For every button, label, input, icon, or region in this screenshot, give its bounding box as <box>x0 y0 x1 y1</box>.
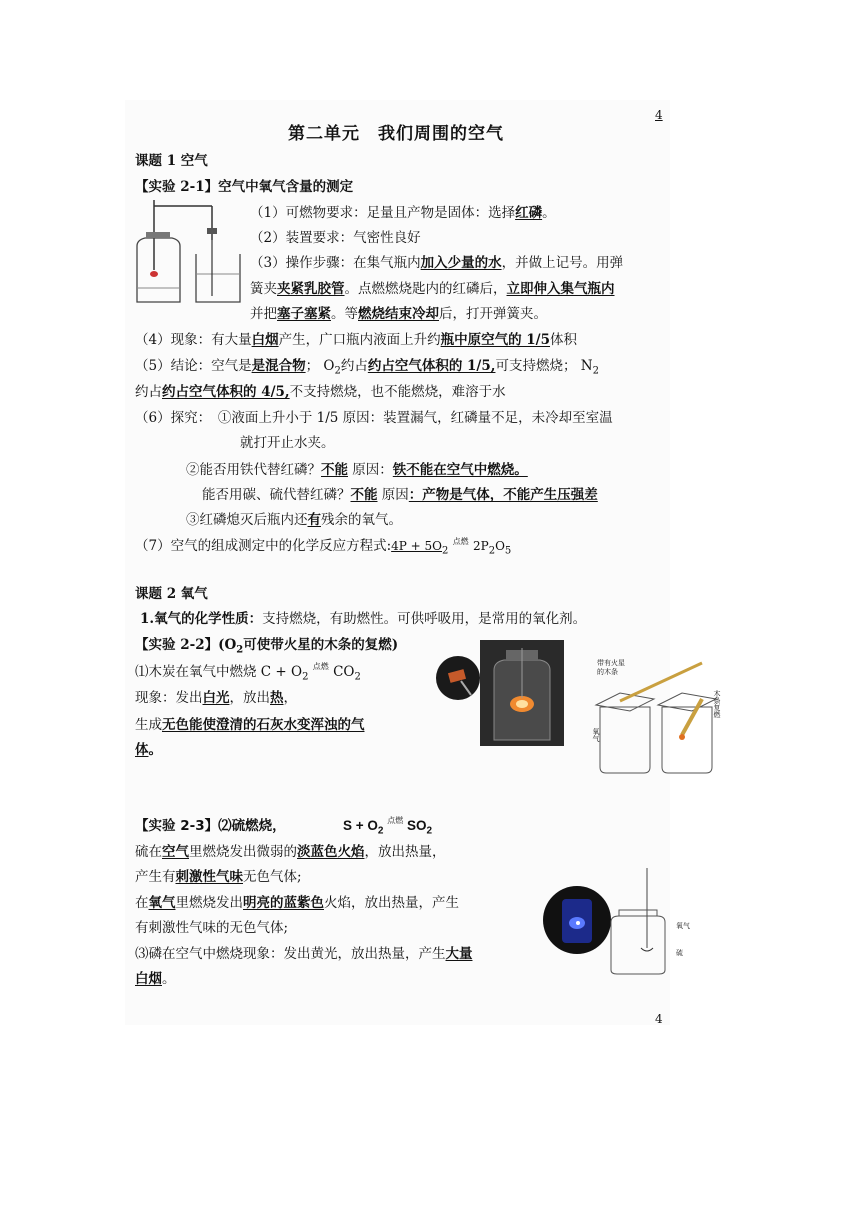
text: 簧夹 <box>250 281 277 297</box>
reaction-condition: 点燃 <box>387 816 404 825</box>
text: 火焰，放出热量，产生 <box>324 895 459 911</box>
text: O <box>323 358 335 374</box>
text: 带有火星 <box>597 659 625 667</box>
text: 。 <box>148 742 162 758</box>
label-sulfur: 硫 <box>676 949 683 957</box>
answer: 塞子塞紧 <box>277 306 331 322</box>
text: ， <box>283 690 297 706</box>
answer: 是混合物 <box>251 358 306 374</box>
sulfur-oxygen-line <box>135 894 459 912</box>
text: CO <box>333 664 355 680</box>
text: 。 <box>162 971 176 987</box>
phosphorus-line-1 <box>135 945 473 963</box>
subscript: 2 <box>488 545 496 557</box>
topic-1-heading: 课题 1 空气 <box>135 153 208 169</box>
text: ⑴木炭在氧气中燃烧 C + O <box>135 664 303 680</box>
subscript: 2 <box>302 671 309 683</box>
text: 并把 <box>250 306 277 322</box>
answer: 大量 <box>445 946 473 962</box>
text: 里燃烧发出微弱的 <box>189 844 297 860</box>
text: 能否用碳、硫代替红磷？ <box>202 487 351 503</box>
charcoal-photo <box>435 655 481 701</box>
answer: 不能 <box>321 462 348 478</box>
text: 现象：发出 <box>135 690 203 706</box>
text: ②能否用铁代替红磷？ <box>186 462 321 478</box>
text: 约占 <box>135 384 162 400</box>
answer: 加入少量的水 <box>420 255 502 271</box>
exp21-line-4 <box>250 280 615 298</box>
text: 残余的氧气。 <box>321 512 402 528</box>
subscript: 2 <box>377 825 384 837</box>
subscript: 2 <box>334 365 341 377</box>
oxygen-content-apparatus-diagram <box>132 200 250 306</box>
label-splint-with-ember <box>597 659 625 677</box>
exp21-line-7 <box>135 357 599 381</box>
text: S + O <box>343 818 378 833</box>
sulfur-jar-diagram <box>605 868 675 976</box>
text: 里燃烧发出 <box>175 895 243 911</box>
answer: 约占空气体积的 4/5, <box>162 384 290 400</box>
answer: 燃烧结束冷却 <box>358 306 439 322</box>
answer: 有 <box>307 512 321 528</box>
text: 可支持燃烧； <box>495 358 577 374</box>
text: 。 <box>542 205 556 221</box>
text: （3）操作步骤：在集气瓶内 <box>250 255 421 271</box>
text: ； <box>305 358 320 374</box>
carbon-product-line-2 <box>135 741 162 759</box>
text: 约占 <box>340 358 368 374</box>
answer: 体 <box>135 742 149 758</box>
page-title: 第二单元 我们周围的空气 <box>288 124 504 144</box>
answer: 约占空气体积的 1/5, <box>367 358 496 374</box>
answer: 不能 <box>350 487 378 503</box>
page-number-bottom: 4 <box>655 1012 663 1026</box>
equation-product: O <box>495 539 505 553</box>
text: 1.氧气的化学性质： <box>140 611 263 627</box>
text: ⑶磷在空气中燃烧现象：发出黄光，放出热量，产生 <box>135 946 446 962</box>
text: N <box>580 358 593 374</box>
experiment-2-2-heading <box>135 636 398 660</box>
text: 可使带火星的木条的复燃) <box>243 637 399 653</box>
answer: 立即伸入集气瓶内 <box>506 281 615 297</box>
text: （7）空气的组成测定中的化学反应方程式: <box>135 538 392 554</box>
exp21-line-9: （6）探究： ①液面上升小于 1/5 原因：装置漏气，红磷量不足，未冷却至室温 <box>135 410 613 426</box>
subscript: 2 <box>236 644 244 656</box>
sulfur-burning-photo <box>542 885 612 955</box>
subscript: 2 <box>592 365 599 377</box>
exp21-line-10: 就打开止水夹。 <box>240 435 335 451</box>
text: 【实验 2-2】(O <box>135 637 237 653</box>
reaction-condition: 点燃 <box>452 537 469 546</box>
text: 。等 <box>331 306 358 322</box>
subscript: 2 <box>442 545 449 557</box>
text: 后，打开弹簧夹。 <box>439 306 547 322</box>
carbon-phenomenon <box>135 689 297 707</box>
experiment-2-3-heading: 【实验 2-3】⑵硫燃烧， <box>135 818 286 834</box>
answer: 瓶中原空气的 1/5 <box>440 332 551 348</box>
answer-red-phosphorus: 红磷 <box>515 205 543 221</box>
reaction-condition: 点燃 <box>312 662 329 671</box>
text: 产生有 <box>135 869 176 885</box>
topic-2-heading: 课题 2 氧气 <box>135 586 208 602</box>
text: 原因： <box>352 462 393 478</box>
answer: 淡蓝色火焰 <box>297 844 365 860</box>
text: 体积 <box>550 332 578 348</box>
answer: 夹紧乳胶管 <box>277 281 345 297</box>
exp21-line-2: （2）装置要求：气密性良好 <box>250 230 421 246</box>
exp21-line-11 <box>186 461 528 479</box>
sulfur-air-line <box>135 843 446 861</box>
text: ，放出 <box>229 690 270 706</box>
carbon-equation <box>135 663 361 687</box>
text: 的木条 <box>597 668 618 676</box>
text: SO <box>406 818 427 833</box>
text: 原因 <box>381 487 409 503</box>
exp21-line-6 <box>135 331 577 349</box>
text: 硫在 <box>135 844 162 860</box>
text: 。点燃燃烧匙内的红磷后， <box>344 281 507 297</box>
carbon-product-line-1 <box>135 716 365 734</box>
sulfur-equation <box>343 817 432 841</box>
exp21-line-12 <box>202 486 598 504</box>
experiment-2-1-heading: 【实验 2-1】空气中氧气含量的测定 <box>135 179 354 195</box>
text: 支持燃烧，有助燃性。可供呼吸用，是常用的氧化剂。 <box>262 611 587 627</box>
text: 无色气体; <box>243 869 302 885</box>
text: 不支持燃烧，也不能燃烧，难溶于水 <box>289 384 506 400</box>
label-oxygen: 氧气 <box>592 728 600 742</box>
oxygen-properties <box>140 610 586 628</box>
answer: 空气 <box>162 844 189 860</box>
text: ，并做上记号。用弹 <box>501 255 624 271</box>
answer: 白烟 <box>135 971 162 987</box>
text: 产生，广口瓶内液面上升约 <box>278 332 441 348</box>
exp21-line-3 <box>250 254 623 272</box>
exp21-line-8 <box>135 383 506 401</box>
answer: 白光 <box>202 690 230 706</box>
answer: 无色能使澄清的石灰水变浑浊的气 <box>162 717 365 733</box>
label-splint-reignites: 木条复燃 <box>713 690 721 718</box>
equation-product: 2P <box>472 539 489 553</box>
answer: 氧气 <box>148 895 176 911</box>
text: ，放出热量， <box>364 844 446 860</box>
subscript: 5 <box>504 545 512 557</box>
answer: 明亮的蓝紫色 <box>243 895 324 911</box>
charcoal-burning-jar-photo <box>480 640 564 746</box>
equation-reactants: 4P + 5O <box>391 539 443 553</box>
text: （1）可燃物要求：足量且产物是固体：选择 <box>250 205 516 221</box>
answer: ：产物是气体，不能产生压强差 <box>408 487 598 503</box>
answer: 热 <box>270 690 284 706</box>
text: （5）结论：空气是 <box>135 358 252 374</box>
text: 生成 <box>135 717 162 733</box>
answer: 白烟 <box>251 332 279 348</box>
sulfur-gas-line <box>135 868 302 886</box>
answer: 铁不能在空气中燃烧。 <box>392 462 528 478</box>
text: （4）现象：有大量 <box>135 332 252 348</box>
subscript: 2 <box>426 825 433 837</box>
phosphorus-line-2 <box>135 970 176 988</box>
exp21-line-13 <box>186 511 402 529</box>
subscript: 2 <box>354 671 361 683</box>
sulfur-gas-line-2: 有刺激性气味的无色气体; <box>135 920 289 936</box>
exp21-line-5 <box>250 305 547 323</box>
exp21-line-14-equation <box>135 537 511 561</box>
label-oxygen-2: 氧气 <box>676 922 690 930</box>
answer: 刺激性气味 <box>175 869 243 885</box>
exp21-line-1 <box>250 204 556 222</box>
text: ③红磷熄灭后瓶内还 <box>186 512 308 528</box>
text: 在 <box>135 895 149 911</box>
page-number-top: 4 <box>655 108 663 122</box>
